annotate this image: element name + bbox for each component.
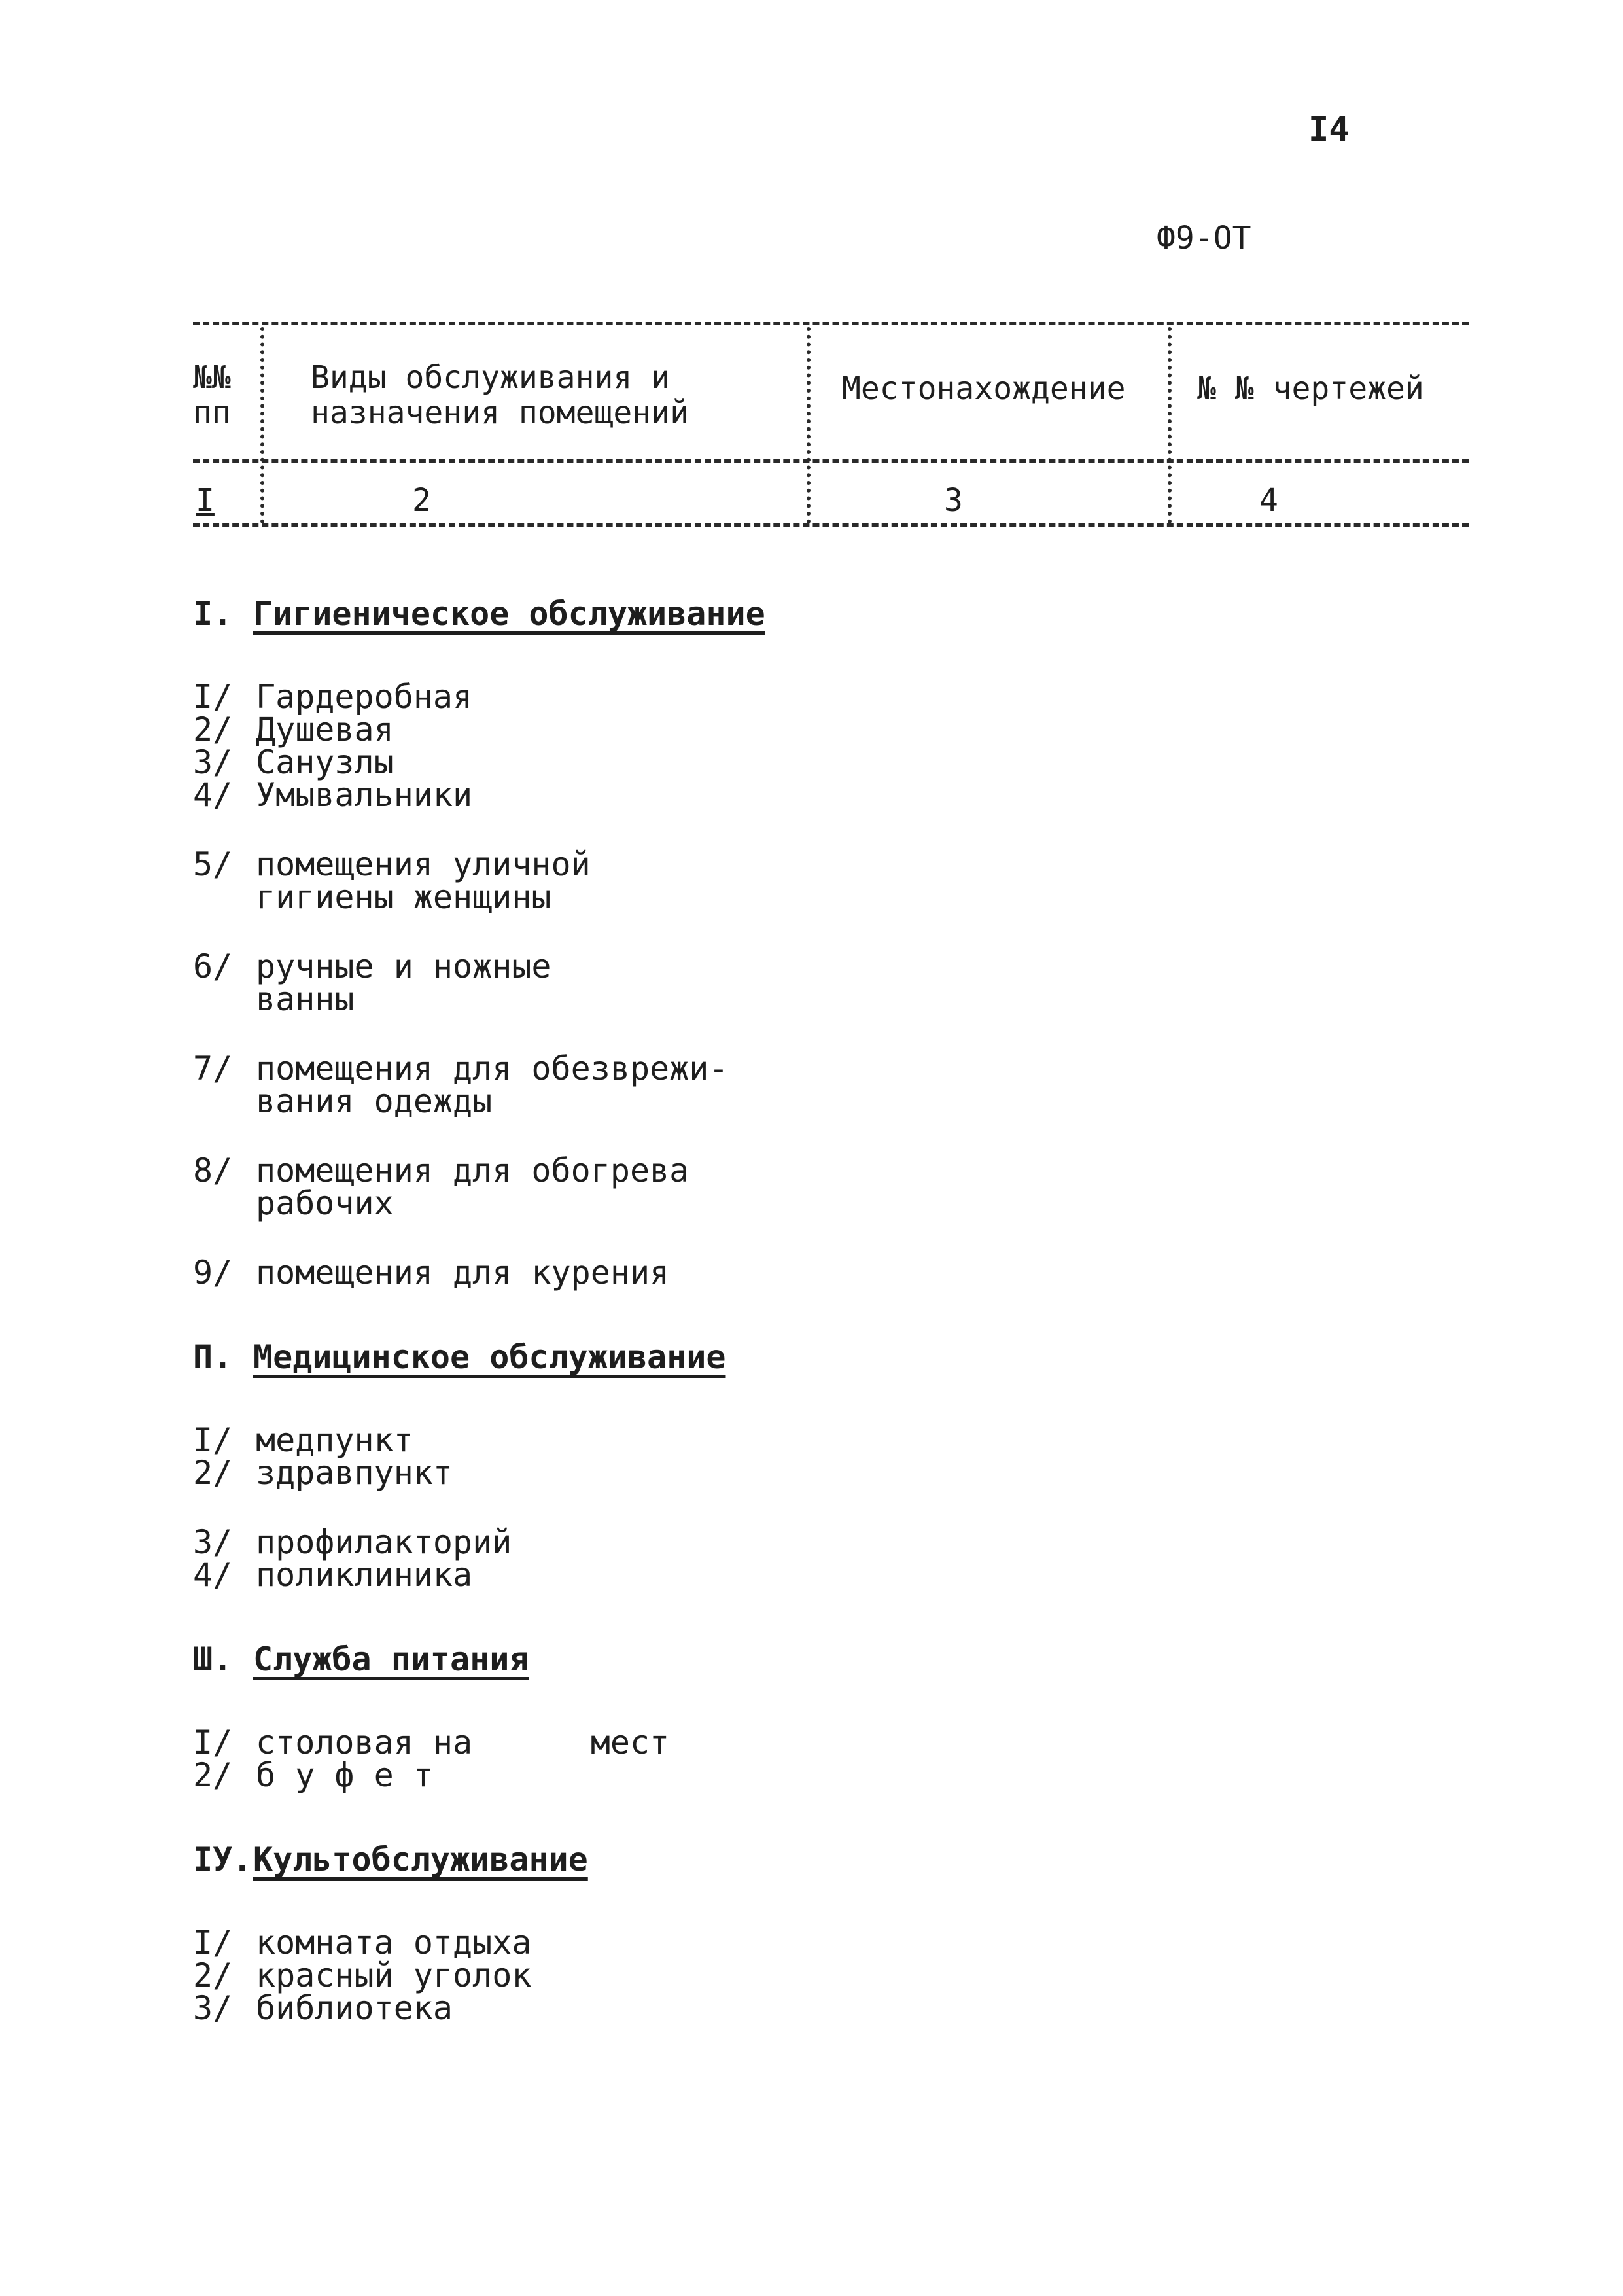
column-header-service-type: Виды обслуживания и назначения помещений	[311, 359, 689, 431]
item-group	[193, 1723, 1436, 1794]
list-item: I/ комната отдыха	[193, 1924, 532, 1962]
section-cultural	[193, 1841, 1436, 2027]
column-number-2: 2	[412, 482, 431, 519]
item-group	[193, 1523, 1436, 1594]
item-group	[193, 1052, 1436, 1118]
section-title	[193, 1841, 1436, 1878]
column-number-1: I	[196, 482, 215, 519]
column-separator	[1168, 327, 1172, 523]
list-item: I/ медпункт	[193, 1421, 413, 1459]
list-item: 2/ б у ф е т	[193, 1756, 433, 1794]
section-title	[193, 1339, 1436, 1375]
item-group	[193, 947, 1436, 1018]
list-item: гигиены женщины	[256, 878, 551, 916]
item-group	[193, 678, 1436, 814]
section-number: Ш.	[193, 1640, 233, 1678]
list-item: 2/ Душевая	[193, 711, 394, 749]
section-title	[193, 1641, 1436, 1678]
section-title-text: Гигиеническое обслуживание	[253, 595, 765, 633]
section-number: IУ.	[193, 1841, 253, 1879]
bottom-dashed-rule	[193, 523, 1469, 527]
section-title	[193, 595, 1436, 632]
item-group	[193, 1254, 1436, 1292]
list-item: 2/ здравпункт	[193, 1454, 453, 1492]
list-item: 4/ Умывальники	[193, 776, 473, 814]
list-item: 4/ поликлиника	[193, 1556, 473, 1594]
column-header-location: Местонахождение	[842, 370, 1126, 407]
column-separator	[807, 327, 811, 523]
list-item: 6/ ручные и ножные	[193, 947, 551, 985]
section-catering	[193, 1641, 1436, 1792]
list-item: I/ Гардеробная	[193, 678, 473, 716]
section-hygiene	[193, 595, 1436, 1292]
column-header-drawings: № № чертежей	[1197, 370, 1424, 407]
list-item: рабочих	[256, 1184, 394, 1222]
document-body	[193, 595, 1436, 2027]
section-title-text: Культобслуживание	[253, 1841, 588, 1879]
item-group	[193, 845, 1436, 916]
section-medical	[193, 1338, 1436, 1594]
form-code: Ф9-ОТ	[1157, 220, 1251, 256]
top-dashed-rule	[193, 322, 1469, 325]
list-item: 3/ библиотека	[193, 1989, 453, 2027]
middle-dashed-rule	[193, 459, 1469, 463]
page-number: I4	[1308, 110, 1350, 149]
list-item: 5/ помещения уличной	[193, 845, 591, 883]
column-number-3: 3	[944, 482, 963, 519]
section-title-text: Медицинское обслуживание	[253, 1338, 726, 1376]
column-header-number: №№ пп	[193, 359, 231, 431]
list-item: 8/ помещения для обогрева	[193, 1152, 689, 1190]
list-item: 2/ красный уголок	[193, 1956, 532, 1994]
item-group	[193, 1924, 1436, 2027]
list-item: 3/ профилакторий	[193, 1523, 512, 1561]
list-item: 9/ помещения для курения	[193, 1254, 670, 1292]
section-number: I.	[193, 595, 233, 633]
list-item: 3/ Санузлы	[193, 743, 394, 781]
table-header	[193, 308, 1469, 543]
column-separator	[260, 327, 264, 523]
list-item: I/ столовая на мест	[193, 1723, 670, 1761]
item-group	[193, 1421, 1436, 1492]
item-group	[193, 1154, 1436, 1220]
list-item: 7/ помещения для обезврежи-	[193, 1050, 729, 1087]
list-item: ванны	[256, 980, 355, 1018]
list-item: вания одежды	[256, 1082, 493, 1120]
section-title-text: Служба питания	[253, 1640, 529, 1678]
column-number-4: 4	[1259, 482, 1278, 519]
section-number: П.	[193, 1338, 233, 1376]
